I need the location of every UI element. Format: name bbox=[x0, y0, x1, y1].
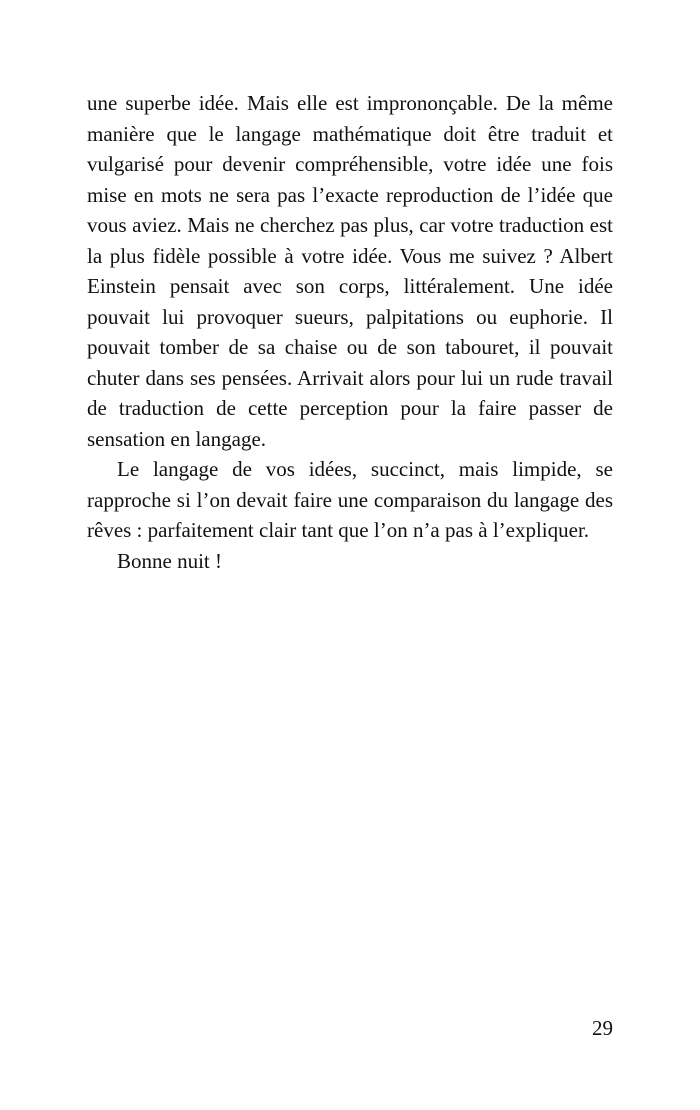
paragraph-dream-language: Le langage de vos idées, succinct, mais limpide, se rapproche si l’on devait faire une comparaison du langage des rêves : parfaitement clair tant que l’on n’a pas à l’expliquer. bbox=[87, 457, 613, 542]
paragraph-continuation: une superbe idée. Mais elle est imprononçable. De la même manière que le langage mathématique doit être traduit et vulgarisé pour devenir compréhensible, votre idée une fois mise en mots ne sera pas l’exacte reproduction de l’idée que vous aviez. Mais ne cherchez pas plus, car votre traduction est la plus fidèle possible à votre idée. Vous me suivez ? Albert Einstein pensait avec son corps, littéralement. Une idée pouvait lui provoquer sueurs, palpitations ou euphorie. Il pouvait tomber de sa chaise ou de son tabouret, il pouvait chuter dans ses pensées. Arrivait alors pour lui un rude travail de traduction de cette perception pour la faire passer de sensation en langage. bbox=[87, 91, 613, 451]
paragraph-closing: Bonne nuit ! bbox=[117, 548, 222, 573]
page-number: 29 bbox=[592, 1016, 613, 1040]
page-body bbox=[87, 88, 613, 576]
